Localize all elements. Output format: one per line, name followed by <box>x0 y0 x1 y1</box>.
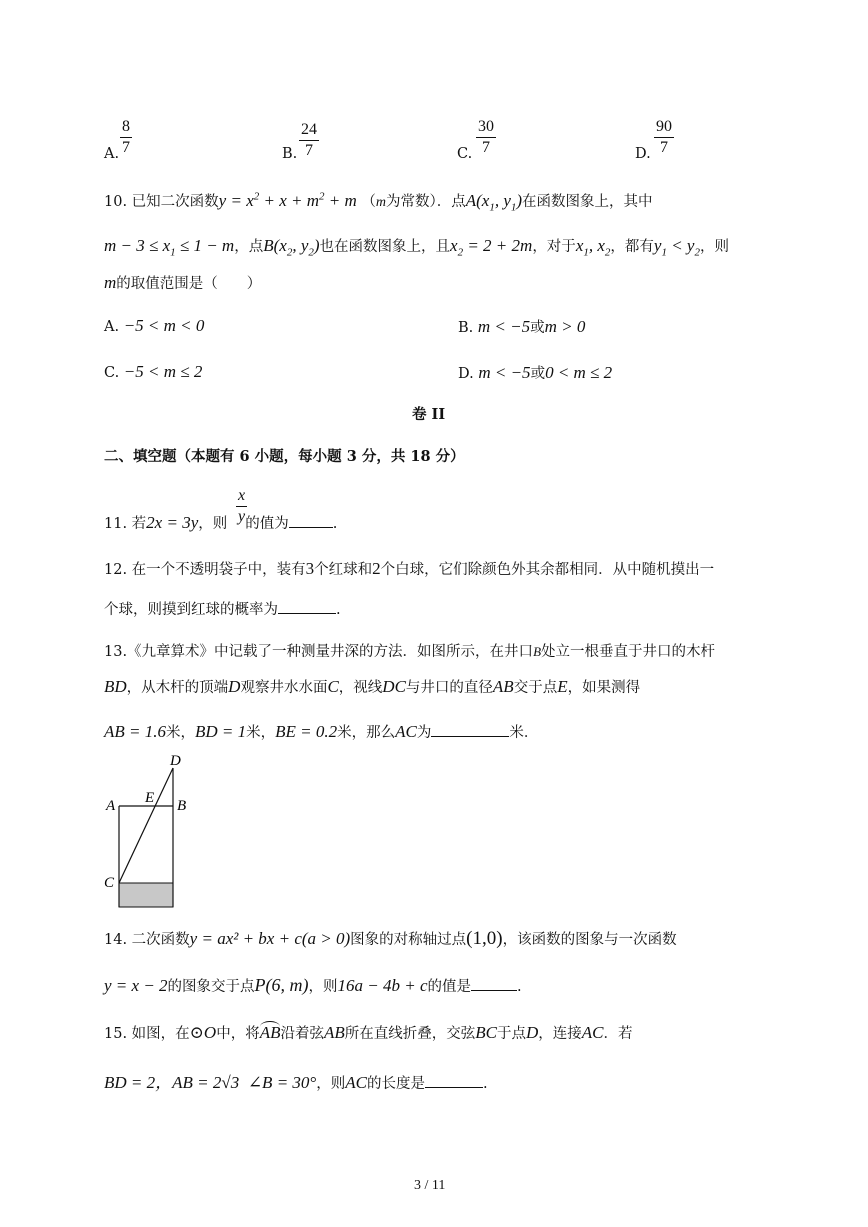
q15-text-7: ．若 <box>603 1026 633 1042</box>
q15-arc-ab: AB <box>259 1023 281 1042</box>
q15-segment-ac: AC <box>581 1023 604 1042</box>
q13-ab: AB <box>492 677 514 696</box>
q11-fraction <box>236 486 247 527</box>
q10-number: 10. <box>104 194 128 210</box>
q13-ac: AC <box>395 722 417 741</box>
q10-text-7: ，对于 <box>532 239 576 255</box>
q10-point-b: $B(x_2$, $y_2$) <box>263 236 320 259</box>
q12-white-count: 2 <box>372 559 381 578</box>
q14-answer-blank[interactable] <box>471 976 517 991</box>
q11-answer-blank[interactable] <box>289 513 333 528</box>
q14-text-3: ，该函数的图象与一次函数 <box>502 932 677 948</box>
q13-d: D <box>228 677 241 696</box>
q10-option-b-letter: B. <box>458 320 474 336</box>
q14-axis-point: (1,0) <box>466 928 503 949</box>
q13-line-1 <box>104 640 715 661</box>
q10-x2-def: $x_2 = 2 + 2m$ <box>450 236 533 259</box>
q10-text-1: 已知二次函数 <box>131 194 219 210</box>
q10-option-d <box>458 362 612 383</box>
q13-text-8: ，如果测得 <box>567 680 641 696</box>
q10-text-2: （ <box>361 194 376 210</box>
q14-text-5: ，则 <box>308 979 338 995</box>
q13-answer-blank[interactable] <box>431 722 509 737</box>
q10-text-6: 也在函数图象上，且 <box>319 239 451 255</box>
q10-line-1 <box>104 190 653 213</box>
q13-text-5: ，视线 <box>338 680 383 696</box>
q10-y-ineq: $y_1 < y_2$ <box>653 236 700 259</box>
q14-expression: 16a − 4b + c <box>337 976 428 995</box>
q15-answer-blank[interactable] <box>425 1073 483 1088</box>
q10-point-a: $A(x_1$, $y_1$) <box>465 191 523 214</box>
q10-m-symbol: m <box>375 195 386 210</box>
q10-x1-x2: $x_1$, $x_2$ <box>575 236 611 259</box>
q14-quadratic: y = ax² + bx + c(a > 0) <box>189 929 351 948</box>
section-heading: 二、填空题（本题有 6 小题，每小题 3 分，共 18 分） <box>104 448 465 465</box>
q13-water <box>119 883 173 907</box>
q11-denominator: y <box>238 508 246 525</box>
q15-line-2 <box>104 1068 488 1093</box>
q14-linear: y = x − 2 <box>104 976 168 995</box>
q15-text-1: 15. 如图，在 <box>104 1026 190 1042</box>
q15-text-2: 中，将 <box>216 1026 260 1042</box>
q9-option-c-numerator: 30 <box>476 117 496 138</box>
q9-option-c-letter: C. <box>457 146 473 162</box>
q10-function: $y = x^2 + x + m^2 + m$ <box>218 190 357 210</box>
q11-equation: 2x = 3y <box>146 513 199 532</box>
q13-text-9: 为 <box>416 725 432 741</box>
q9-option-b-denominator: 7 <box>305 142 313 159</box>
q10-option-d-math-2: 0 < m ≤ 2 <box>545 363 613 382</box>
q13-label-d: D <box>170 753 181 769</box>
q10-option-c-math: −5 < m ≤ 2 <box>123 362 203 381</box>
q13-line-3 <box>104 721 538 742</box>
q15-text-9: 的长度是 <box>366 1076 425 1092</box>
q13-label-e: E <box>145 790 155 806</box>
q12-text-4: 个球，则摸到红球的概率为 <box>104 602 278 618</box>
q13-text-2: 处立一根垂直于井口的木杆 <box>541 644 716 660</box>
q10-option-d-letter: D. <box>458 366 474 382</box>
q13-text-6: 与井口的直径 <box>405 680 493 696</box>
q9-option-d-numerator: 90 <box>654 117 674 138</box>
q15-text-3: 沿着弦 <box>280 1026 324 1042</box>
q14-point-p: P(6, m) <box>254 975 309 995</box>
q9-option-a-numerator: 8 <box>120 117 132 138</box>
q15-angle-b: ∠B = 30° <box>247 1073 317 1092</box>
q11-numerator: x <box>236 486 247 507</box>
q12-text-3: 个白球，它们除颜色外其余都相同．从中随机摸出一 <box>380 562 715 578</box>
q10-option-d-math-1: m < −5 <box>478 363 531 382</box>
q10-line-2 <box>104 235 729 258</box>
q13-be-value: BE = 0.2 <box>275 722 338 741</box>
q13-text-7: 交于点 <box>513 680 558 696</box>
q9-option-d-denominator: 7 <box>660 139 668 156</box>
q10-option-b-math-1: m < −5 <box>477 317 531 336</box>
q9-option-d-fraction <box>654 117 674 158</box>
q10-text-4: 在函数图象上，其中 <box>522 194 653 210</box>
q10-option-a-letter: A. <box>104 319 120 335</box>
q10-option-a <box>104 316 204 336</box>
q15-circle-o: ⊙O <box>189 1023 217 1042</box>
q10-option-b-math-2: m > 0 <box>544 317 586 336</box>
q10-option-a-math: −5 < m < 0 <box>123 316 205 335</box>
q10-text-10: 的取值范围是（ ） <box>116 276 262 292</box>
q15-text-8: ，则 <box>316 1076 346 1092</box>
q13-label-a: A <box>106 798 116 814</box>
q9-option-c-denominator: 7 <box>482 139 490 156</box>
q11-number: 11. <box>104 516 128 532</box>
q12-red-count: 3 <box>305 559 315 578</box>
q13-b: B <box>533 644 542 659</box>
q10-x1-range: $m - 3 \le x_1 \le 1 - m$ <box>104 236 235 259</box>
q9-option-a-fraction <box>120 117 132 158</box>
q13-unit-1: 米， <box>166 725 195 741</box>
q9-option-d-letter: D. <box>635 146 651 162</box>
q13-label-b: B <box>177 798 187 814</box>
q12-answer-blank[interactable] <box>278 599 336 614</box>
q10-m-symbol-2: m <box>104 273 117 292</box>
q9-option-b-numerator: 24 <box>299 120 319 141</box>
q14-line-1 <box>104 928 677 950</box>
q11-line <box>104 512 337 533</box>
q9-option-a-letter: A. <box>104 146 120 162</box>
q13-e: E <box>557 677 568 696</box>
q10-text-9: ，则 <box>699 239 729 255</box>
q13-line-2 <box>104 676 640 697</box>
q14-text-2: 图象的对称轴过点 <box>350 932 467 948</box>
q10-option-c-letter: C. <box>104 365 120 381</box>
q12-text-5: . <box>336 602 341 618</box>
q10-option-b <box>458 316 585 337</box>
q10-text-8: ，都有 <box>610 239 654 255</box>
q15-text-10: . <box>482 1076 488 1092</box>
q11-text-1: 若 <box>131 516 147 532</box>
section-title: 卷 II <box>412 406 446 423</box>
q9-option-c-fraction <box>476 117 496 158</box>
q13-text-10: 米． <box>509 725 539 741</box>
q9-option-a-denominator: 7 <box>122 139 130 156</box>
q9-option-b-letter: B. <box>282 146 298 162</box>
q9-option-b-fraction <box>299 120 319 161</box>
q12-line-2 <box>104 598 341 619</box>
q15-line-1 <box>104 1022 633 1043</box>
q14-text-1: 14. 二次函数 <box>104 932 190 948</box>
q13-bd: BD <box>104 677 127 696</box>
q13-dc: DC <box>382 677 406 696</box>
q14-line-2 <box>104 975 522 996</box>
q15-text-5: 于点 <box>497 1026 526 1042</box>
q15-chord-bc: BC <box>475 1023 497 1042</box>
q13-well-figure <box>100 750 200 912</box>
q13-text-4: 观察井水水面 <box>240 680 328 696</box>
q10-text-5: ，点 <box>234 239 264 255</box>
q13-bd-value: BD = 1 <box>195 722 247 741</box>
page-number: 3 / 11 <box>414 1178 446 1193</box>
q13-ab-value: AB = 1.6 <box>104 722 166 741</box>
q14-text-4: 的图象交于点 <box>167 979 255 995</box>
q15-chord-ab: AB <box>323 1023 345 1042</box>
q12-text-2: 个红球和 <box>314 562 373 578</box>
q10-text-3: 为常数）．点 <box>385 194 466 210</box>
q10-option-c <box>104 362 202 382</box>
q13-c: C <box>327 677 339 696</box>
q15-point-d: D <box>526 1023 539 1042</box>
q13-sightline-dc <box>119 768 173 883</box>
q13-unit-3: 米，那么 <box>337 725 396 741</box>
q15-ac: AC <box>345 1073 367 1092</box>
q11-text-4: . <box>332 516 338 532</box>
q13-text-1: 13.《九章算术》中记载了一种测量井深的方法．如图所示，在井口 <box>104 644 534 660</box>
q10-option-b-or: 或 <box>530 320 545 336</box>
q13-text-3: ，从木杆的顶端 <box>126 680 229 696</box>
q12-text-1: 12. 在一个不透明袋子中，装有 <box>104 562 306 578</box>
q11-text-2: ，则 <box>198 516 228 532</box>
q10-option-d-or: 或 <box>530 366 546 382</box>
q13-label-c: C <box>104 875 115 891</box>
q12-line-1 <box>104 558 714 579</box>
q14-text-6: 的值是 <box>427 979 472 995</box>
q15-given-values: BD = 2，AB = 2√3 <box>104 1073 240 1092</box>
q15-text-6: ，连接 <box>538 1026 582 1042</box>
q11-text-3: 的值为 <box>245 516 289 532</box>
q10-line-3 <box>104 272 261 293</box>
q14-text-7: . <box>517 979 522 995</box>
q15-text-4: 所在直线折叠，交弦 <box>344 1026 476 1042</box>
q13-unit-2: 米， <box>246 725 276 741</box>
